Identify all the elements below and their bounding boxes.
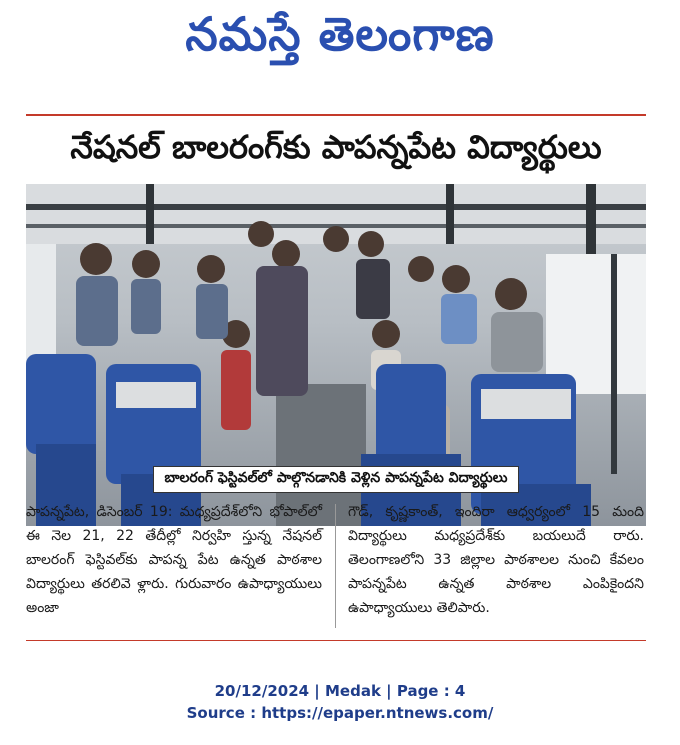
article-body-left-column: పాపన్నపేట, డిసెంబర్ 19: మధ్యప్రదేశ్‌లోని భోపాల్‌లో ఈ నెల 21, 22 తేదీల్లో నిర్వహి స్తున్న నేషనల్ బాలరంగ్ ఫెస్టివల్‌కు పాపన్న పేట ఉన్నత పాఠశాల విద్యార్థులు తరలివె ళ్లారు. గురువారం ఉపాధ్యాయులు అంజా (26, 504, 322, 616)
photo-caption (26, 462, 646, 496)
cropped-next-text (26, 654, 646, 667)
masthead (0, 0, 680, 80)
page-footer (0, 680, 680, 724)
article-body-right-column: గౌడ్, కృష్ణకాంత్, ఇందిరా ఆధ్వర్యంలో 15 మంది విద్యార్థులు మధ్యప్రదేశ్‌కు బయలుదే రారు. తెలంగాణలోని 33 జిల్లాల పాఠశాలల నుంచి కేవలం పాపన్నపేట ఉన్నత పాఠశాల ఎంపికైందని ఉపాధ్యాయులు తెలిపారు. (348, 504, 644, 616)
column-divider (335, 504, 336, 628)
issue-info: 20/12/2024 | Medak | Page : 4 (214, 682, 466, 700)
article-headline: నేషనల్ బాలరంగ్‌కు పాపన్నపేట విద్యార్థులు (70, 128, 602, 166)
cropped-previous-text (26, 92, 646, 106)
newspaper-title: నమస్తే తెలంగాణ (185, 7, 495, 61)
source-link[interactable]: Source : https://epaper.ntnews.com/ (186, 704, 494, 722)
photo-caption-text: బాలరంగ్ ఫెస్టివల్‌లో పాల్గొనడానికి వెళ్లిన పాపన్నపేట విద్యార్థులు (153, 466, 518, 493)
article-body (26, 500, 646, 630)
bottom-rule (26, 640, 646, 641)
top-rule (26, 114, 646, 116)
article-clipping (26, 92, 646, 667)
